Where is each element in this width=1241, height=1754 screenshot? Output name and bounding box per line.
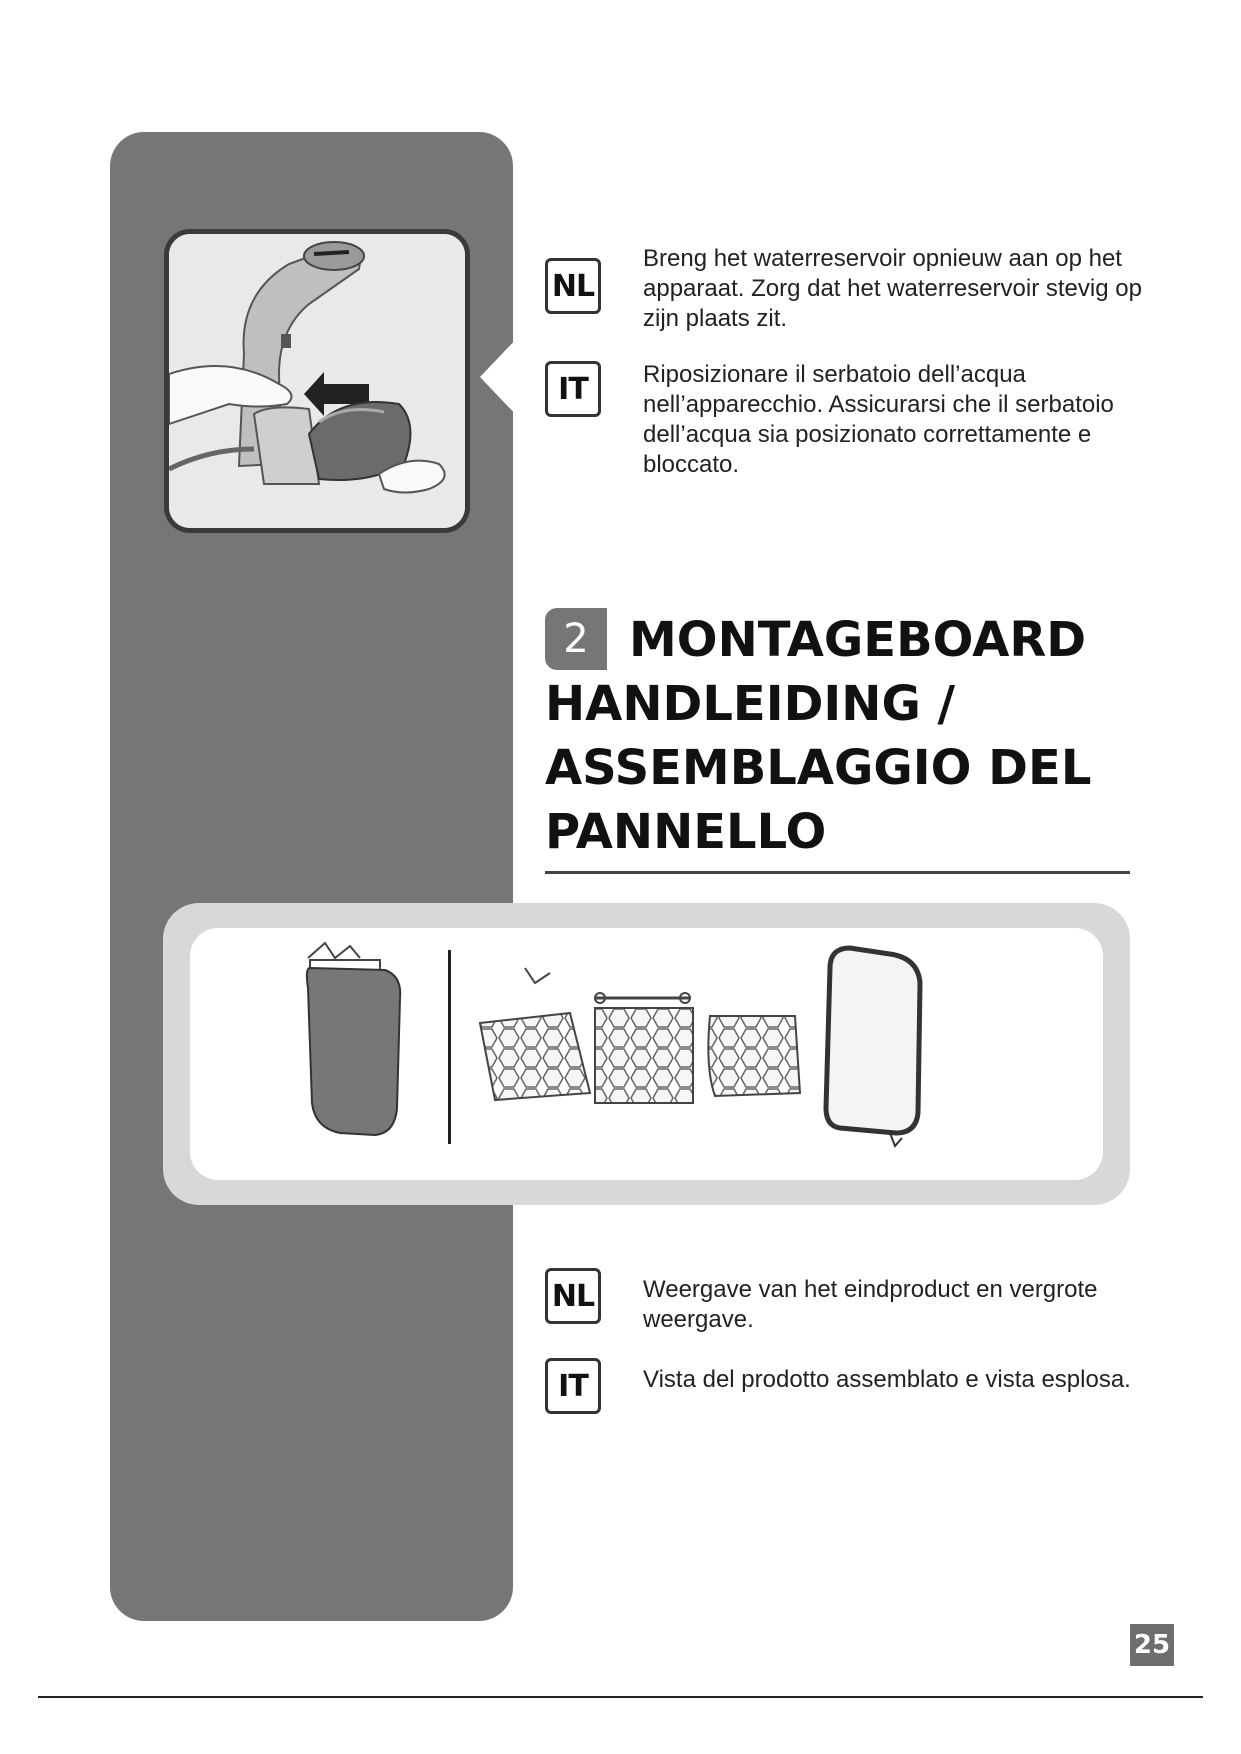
footer-divider <box>38 1696 1203 1698</box>
section-number: 2 <box>545 608 607 670</box>
view-text-it: Vista del prodotto assemblato e vista esplosa. <box>643 1366 1131 1393</box>
lang-badge-nl-2: NL <box>545 1268 601 1324</box>
water-tank-illustration <box>164 229 470 533</box>
page-number: 25 <box>1130 1624 1174 1666</box>
sidebar-pointer <box>480 335 520 419</box>
section-title: MONTAGEBOARD HANDLEIDING / ASSEMBLAGGIO DEL PANNELLO <box>545 612 1092 860</box>
heading-divider <box>545 871 1130 874</box>
instruction-text-it: Riposizionare il serbatoio dell’acqua nell’apparecchio. Assicurarsi che il serbatoio dell’acqua sia posizionato correttamente e bloccato. <box>643 361 1114 478</box>
lang-badge-it-2: IT <box>545 1358 601 1414</box>
view-text-nl: Weergave van het eindproduct en vergrote weergave. <box>643 1276 1098 1333</box>
lang-badge-nl: NL <box>545 258 601 314</box>
lang-badge-it: IT <box>545 361 601 417</box>
instruction-text-nl: Breng het waterreservoir opnieuw aan op het apparaat. Zorg dat het waterreservoir stevig op zijn plaats zit. <box>643 245 1142 332</box>
section-heading <box>545 608 1105 864</box>
assembly-panel-illustration <box>190 928 1103 1180</box>
